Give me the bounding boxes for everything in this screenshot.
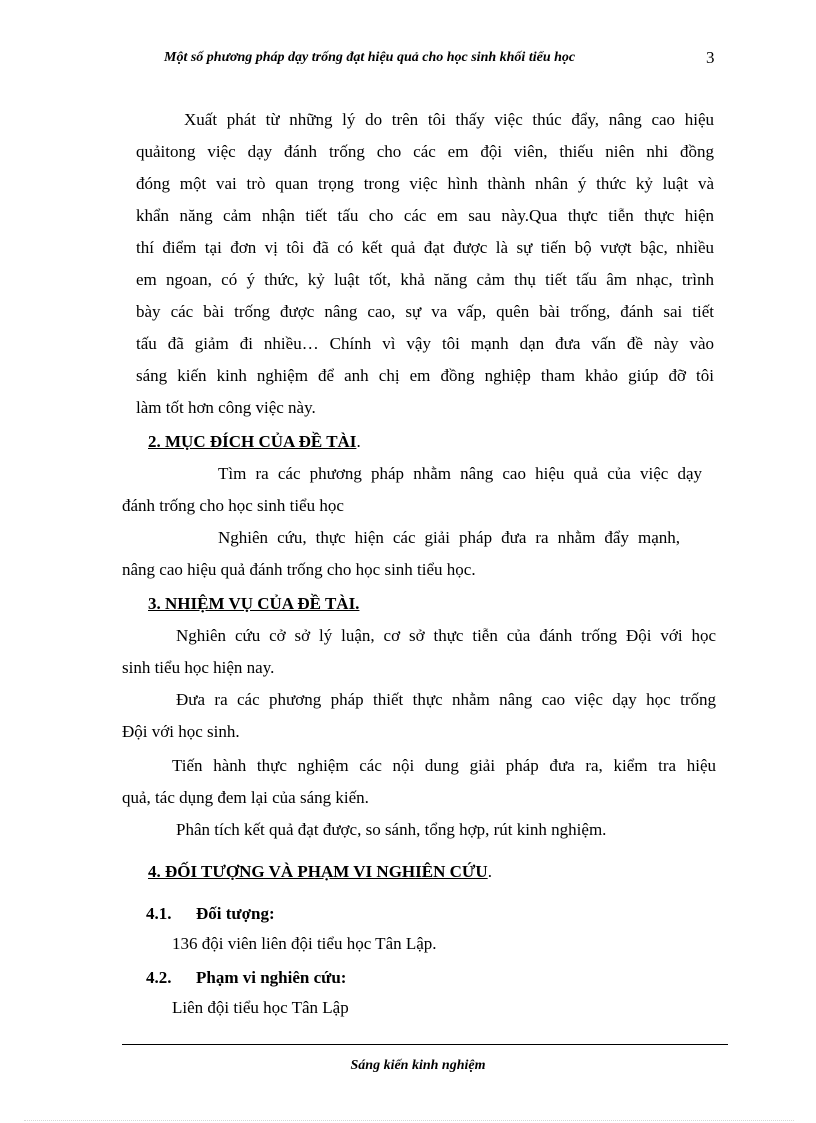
subsection-text: Liên đội tiểu học Tân Lập bbox=[172, 998, 349, 1017]
subsection-title: Đối tượng: bbox=[196, 904, 275, 923]
section-line: sinh tiểu học hiện nay. bbox=[122, 658, 275, 677]
intro-line: đóng một vai trò quan trọng trong việc hình thành nhân ý thức kỷ luật và bbox=[136, 174, 714, 193]
subsection-text: 136 đội viên liên đội tiểu học Tân Lập. bbox=[172, 934, 437, 953]
section-line: Nghiên cứu, thực hiện các giải pháp đưa ra nhằm đẩy mạnh, bbox=[218, 528, 680, 547]
section-line: Phân tích kết quả đạt được, so sánh, tổng hợp, rút kinh nghiệm. bbox=[176, 820, 607, 839]
subsection-number: 4.1. bbox=[146, 904, 172, 923]
section-line: nâng cao hiệu quả đánh trống cho học sinh tiểu học. bbox=[122, 560, 476, 579]
header-title: Một số phương pháp dạy trống đạt hiệu quả cho học sinh khối tiểu học bbox=[164, 50, 576, 65]
footer-divider bbox=[122, 1044, 728, 1045]
intro-line: tấu đã giảm đi nhiều… Chính vì vậy tôi mạnh dạn đưa vấn đề này vào bbox=[136, 334, 714, 353]
intro-line: Xuất phát từ những lý do trên tôi thấy việc thúc đẩy, nâng cao hiệu bbox=[184, 110, 714, 129]
section-heading bbox=[148, 862, 492, 882]
intro-line: bày các bài trống được nâng cao, sự va vấp, quên bài trống, đánh sai tiết bbox=[136, 302, 714, 321]
section-line: Nghiên cứu cở sở lý luận, cơ sở thực tiễn của đánh trống Đội với học bbox=[176, 626, 716, 645]
section-heading-text: 2. MỤC ĐÍCH CỦA ĐỀ TÀI bbox=[148, 432, 357, 451]
subsection-number: 4.2. bbox=[146, 968, 172, 987]
footer-text: Sáng kiến kinh nghiệm bbox=[350, 1058, 486, 1073]
section-heading: 3. NHIỆM VỤ CỦA ĐỀ TÀI. bbox=[148, 594, 360, 613]
intro-line: quảitong việc dạy đánh trống cho các em đội viên, thiếu niên nhi đồng bbox=[136, 142, 714, 161]
section-heading-tail: . bbox=[356, 432, 361, 451]
intro-line: thí điểm tại đơn vị tôi đã có kết quả đạt được là sự tiến bộ vượt bậc, nhiều bbox=[136, 238, 714, 257]
section-line: Tìm ra các phương pháp nhằm nâng cao hiệu quả của việc dạy bbox=[218, 464, 702, 483]
section-heading bbox=[148, 432, 361, 452]
intro-line: sáng kiến kinh nghiệm để anh chị em đồng nghiệp tham khảo giúp đỡ tôi bbox=[136, 366, 714, 385]
intro-line: em ngoan, có ý thức, kỷ luật tốt, khả năng cảm thụ tiết tấu âm nhạc, trình bbox=[136, 270, 714, 289]
page-number: 3 bbox=[706, 48, 715, 67]
section-line: Tiến hành thực nghiệm các nội dung giải pháp đưa ra, kiểm tra hiệu bbox=[172, 756, 716, 775]
page-edge-dots bbox=[24, 1120, 794, 1121]
intro-line: khẩn năng cảm nhận tiết tấu cho các em sau này.Qua thực tiễn thực hiện bbox=[136, 206, 714, 225]
section-line: Đưa ra các phương pháp thiết thực nhằm nâng cao việc dạy học trống bbox=[176, 690, 716, 709]
section-line: Đội với học sinh. bbox=[122, 722, 240, 741]
section-heading-tail: . bbox=[487, 862, 492, 881]
intro-line: làm tốt hơn công việc này. bbox=[136, 398, 316, 417]
section-heading-text: 4. ĐỐI TƯỢNG VÀ PHẠM VI NGHIÊN CỨU bbox=[148, 862, 488, 881]
section-line: đánh trống cho học sinh tiểu học bbox=[122, 496, 344, 515]
subsection-title: Phạm vi nghiên cứu: bbox=[196, 968, 347, 987]
section-line: quả, tác dụng đem lại của sáng kiến. bbox=[122, 788, 369, 807]
